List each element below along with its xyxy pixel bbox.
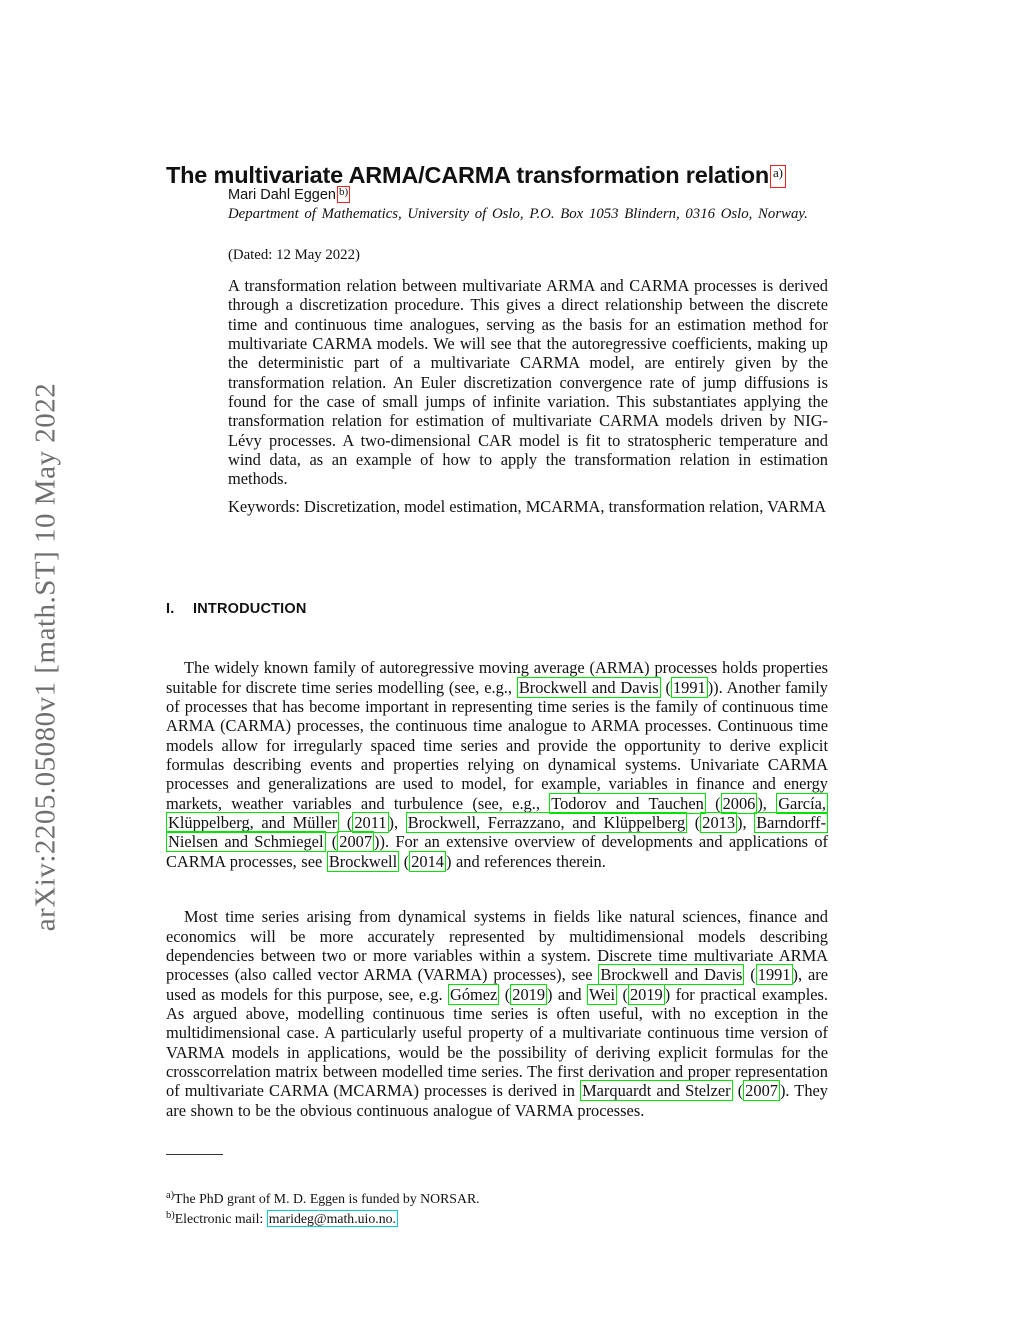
citation-year-link[interactable]: 2013 (702, 813, 736, 833)
footnotes-block (166, 1187, 828, 1227)
citation-year-link[interactable]: 1991 (672, 677, 706, 697)
intro-paragraph-1 (166, 658, 828, 871)
text-run: ( (339, 813, 353, 833)
section-number: I. (166, 601, 175, 617)
citation-link[interactable]: Marquardt and Stelzer (582, 1081, 731, 1101)
text-run: ), (737, 813, 755, 833)
author-footnote-ref[interactable]: b) (337, 186, 350, 203)
text-run: ( (744, 965, 756, 985)
text-run: ( (325, 832, 338, 852)
citation-link[interactable]: Todorov and Tauchen (551, 793, 704, 813)
text-run: ( (399, 851, 410, 871)
text-run: )). For an extensive overview of developments and applications of CARMA processes, see (166, 832, 828, 871)
citation-link[interactable]: García, Klüppelberg, and Müller (168, 793, 826, 833)
paper-title-text: The multivariate ARMA/CARMA transformation relation (166, 161, 770, 188)
citation-link[interactable]: Brockwell and Davis (600, 965, 743, 985)
citation-year-link[interactable]: 2019 (629, 984, 663, 1004)
section-heading-introduction (166, 600, 828, 618)
citation-link[interactable]: Brockwell and Davis (518, 677, 659, 697)
citation-link[interactable]: Brockwell, Ferrazzano, and Klüppelberg (407, 813, 686, 833)
text-run: ( (499, 984, 511, 1004)
email-link[interactable]: marideg@math.uio.no. (268, 1211, 396, 1226)
text-run: )). Another family of processes that has become important in representing time series is the family of continuous time ARMA (CARMA) processes, the continuous time analogue to ARMA processes. Continuous time models allow for irregularly spaced time series and provide the opportunity to derive explicit formulas describing events and properties relying on dynamical systems. Univariate CARMA processes and generalizations are used to model, for example, variables in finance and energy markets, weather variables and turbulence (see, e.g., (166, 677, 828, 813)
text-run: Electronic mail: (174, 1211, 267, 1226)
text-run: ( (660, 677, 671, 697)
keywords-line: Keywords: Discretization, model estimation, MCARMA, transformation relation, VARMA (228, 497, 827, 516)
title-footnote-ref[interactable]: a) (770, 165, 786, 188)
text-run: ). They are shown to be the obvious continuous analogue of VARMA processes. (166, 1081, 828, 1120)
text-run: Most time series arising from dynamical systems in fields like natural sciences, finance and economics will be more accurately represented by multidimensional models describing dependencies between two or more variables within a system. Discrete time multivariate ARMA processes (also called vector ARMA (VARMA) processes), see (166, 907, 828, 985)
text-run: ) for practical examples. As argued above, modelling continuous time series is often useful, with no exception in the multidimensional case. A particularly useful property of a multivariate continuous time version of VARMA models in applications, would be the possibility of deriving explicit formulas for the crosscorrelation matrix between modelled time series. The first derivation and proper representation of multivariate CARMA (MCARMA) processes is derived in (166, 984, 829, 1101)
citation-link[interactable]: Gómez (450, 984, 498, 1004)
citation-year-link[interactable]: 2014 (411, 851, 444, 871)
arxiv-watermark: arXiv:2205.05080v1 [math.ST] 10 May 2022 (29, 382, 62, 932)
intro-paragraph-2 (166, 907, 828, 1120)
text-run: ), are used as models for this purpose, see, e.g. (166, 965, 828, 1004)
footnote-b-text (175, 1210, 398, 1227)
text-run: ( (732, 1081, 744, 1101)
footnote-a-marker: a) (166, 1190, 175, 1201)
footnote-b-marker: b) (166, 1210, 175, 1221)
text-run: The widely known family of autoregressive moving average (ARMA) processes holds properties suitable for discrete time series modelling (see, e.g., (166, 658, 828, 697)
citation-year-link[interactable]: 2007 (339, 832, 373, 852)
citation-link[interactable]: Brockwell (328, 851, 398, 871)
text-run: ( (705, 793, 721, 813)
date-line: (Dated: 12 May 2022) (228, 247, 360, 263)
text-run: ( (617, 984, 628, 1004)
citation-link[interactable]: Barndorff-Nielsen and Schmiegel (168, 813, 827, 852)
author-line (228, 186, 828, 204)
text-run: The PhD grant of M. D. Eggen is funded by NORSAR. (174, 1191, 480, 1206)
text-run: ), (757, 793, 777, 813)
footnote-a-text (174, 1191, 479, 1206)
footnote-rule (166, 1154, 223, 1155)
footnote-b (166, 1207, 828, 1227)
citation-year-link[interactable]: 2011 (354, 813, 387, 833)
author-name: Mari Dahl Eggen (228, 187, 336, 203)
text-run: ( (687, 813, 701, 833)
affiliation: Department of Mathematics, University of Oslo, P.O. Box 1053 Blindern, 0316 Oslo, Norway. (228, 206, 808, 222)
abstract: A transformation relation between multivariate ARMA and CARMA processes is derived through a discretization procedure. This gives a direct relationship between the discrete time and continuous time analogues, serving as the basis for an estimation method for multivariate CARMA models. We will see that the autoregressive coefficients, making up the deterministic part of a multivariate CARMA model, are entirely given by the transformation relation. An Euler discretization convergence rate of jump diffusions is found for the case of small jumps of infinite variation. This substantiates applying the transformation relation for estimation of multivariate CARMA models driven by NIG-Lévy processes. A two-dimensional CAR model is fit to stratospheric temperature and wind data, as an example of how to apply the transformation relation in estimation methods. (228, 276, 828, 489)
citation-year-link[interactable]: 2019 (512, 984, 546, 1004)
citation-year-link[interactable]: 2007 (745, 1081, 778, 1101)
text-run: ) and (547, 984, 588, 1004)
citation-year-link[interactable]: 2006 (722, 793, 756, 813)
citation-link[interactable]: Wei (589, 984, 616, 1004)
footnote-a (166, 1187, 828, 1207)
citation-year-link[interactable]: 1991 (757, 965, 791, 985)
section-title: INTRODUCTION (193, 601, 307, 617)
text-run: ), (388, 813, 406, 833)
text-run: ) and references therein. (445, 851, 606, 871)
